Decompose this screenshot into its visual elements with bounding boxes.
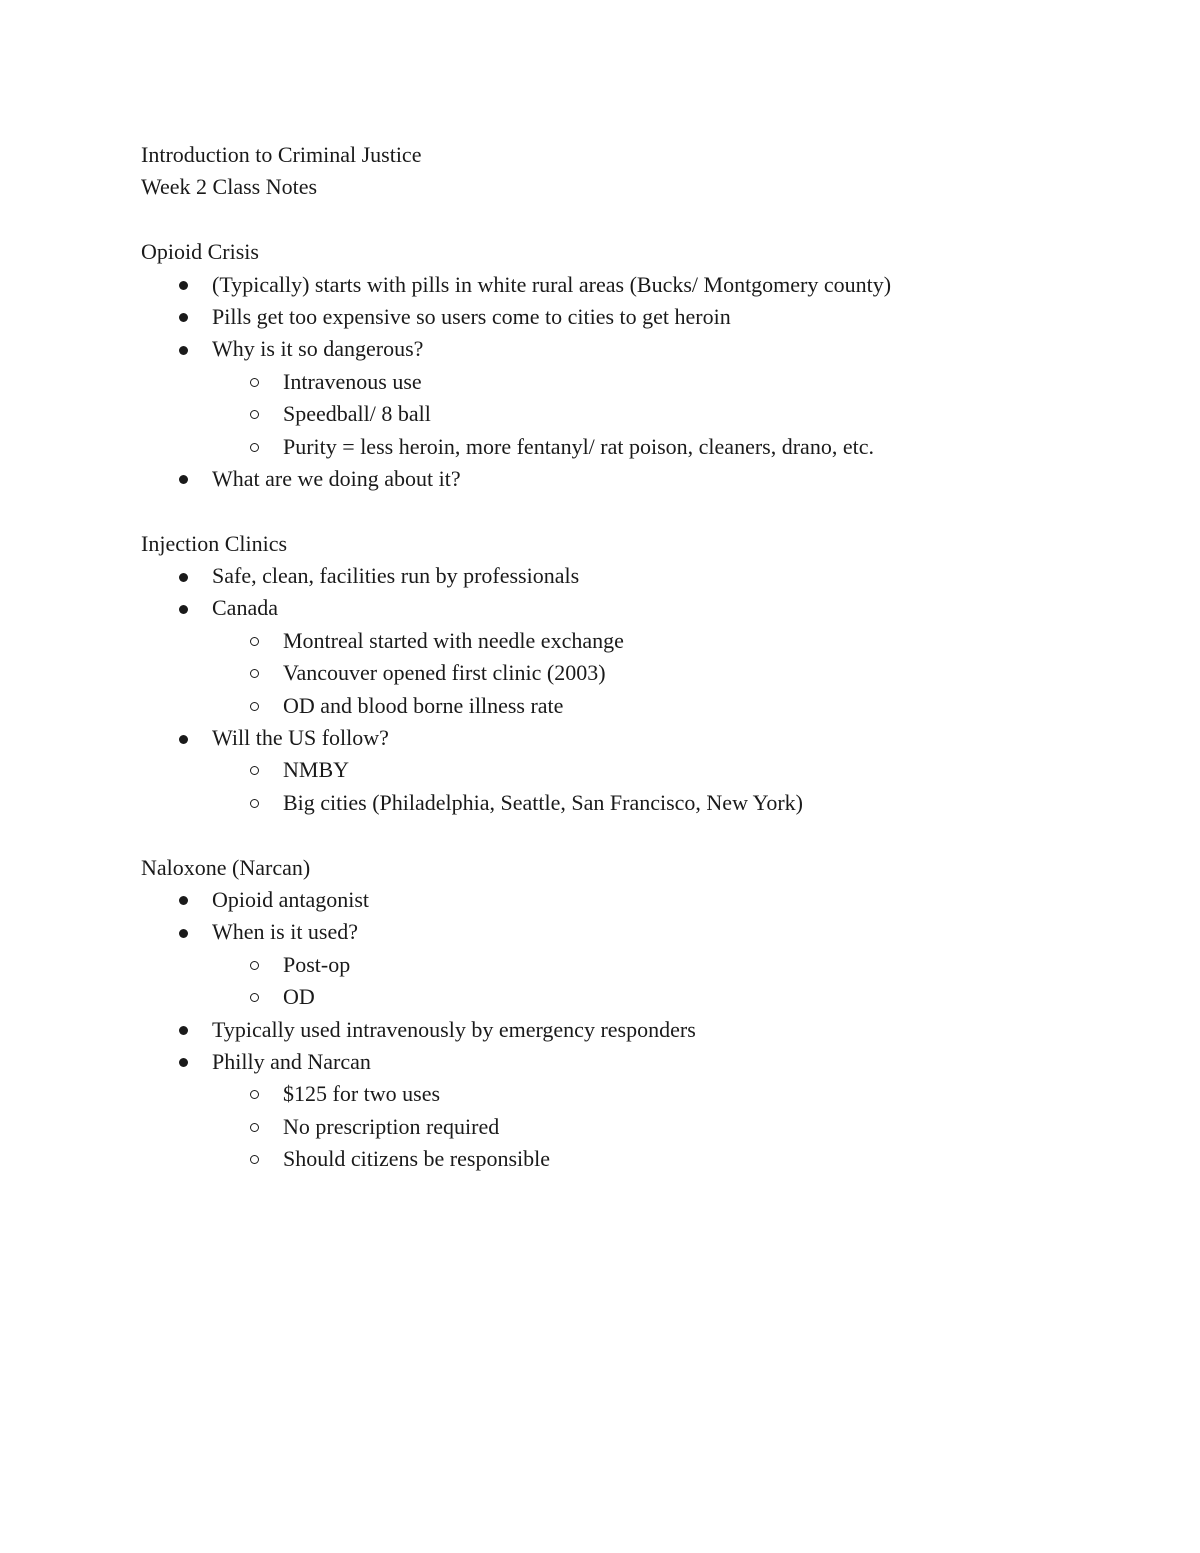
sub-list-item [212, 787, 1141, 819]
list-item [141, 592, 1141, 624]
sub-list-item [212, 949, 1141, 981]
bullet-circle-icon [250, 799, 259, 808]
list-item-text: Philly and Narcan [212, 1048, 371, 1074]
bullet-circle-icon [250, 993, 259, 1002]
sub-bullet-list [141, 625, 1141, 722]
bullet-dot-icon [179, 475, 188, 484]
sub-list-item [212, 431, 1141, 463]
bullet-dot-icon [179, 573, 188, 582]
bullet-list [141, 1014, 1141, 1079]
bullet-dot-icon [179, 735, 188, 744]
sub-list-item [212, 754, 1141, 786]
bullet-circle-icon [250, 702, 259, 711]
list-item [141, 560, 1141, 592]
list-item-text: What are we doing about it? [212, 465, 461, 491]
bullet-circle-icon [250, 378, 259, 387]
sub-list-item [212, 1143, 1141, 1175]
list-item [141, 722, 1141, 754]
sub-list-item-text: OD [283, 984, 315, 1010]
section-naloxone [141, 852, 1141, 1176]
spacer [141, 819, 1141, 851]
bullet-circle-icon [250, 669, 259, 678]
bullet-dot-icon [179, 313, 188, 322]
sub-list-item-text: No prescription required [283, 1113, 500, 1139]
course-title: Introduction to Criminal Justice [141, 142, 422, 167]
sub-list-item [212, 625, 1141, 657]
sub-bullet-list [141, 949, 1141, 1014]
section-heading: Naloxone (Narcan) [141, 854, 311, 880]
bullet-circle-icon [250, 1155, 259, 1164]
bullet-dot-icon [179, 896, 188, 905]
section-heading: Opioid Crisis [141, 239, 259, 265]
sub-list-item [212, 690, 1141, 722]
list-item [141, 463, 1141, 495]
list-item-text: (Typically) starts with pills in white rural areas (Bucks/ Montgomery county) [212, 271, 892, 297]
list-item-text: Canada [212, 595, 278, 621]
bullet-dot-icon [179, 281, 188, 290]
list-item-text: Safe, clean, facilities run by professionals [212, 563, 580, 589]
sub-list-item [212, 981, 1141, 1013]
bullet-circle-icon [250, 637, 259, 646]
list-item-text: When is it used? [212, 919, 359, 945]
bullet-dot-icon [179, 929, 188, 938]
sub-list-item [212, 657, 1141, 689]
list-item-text: Why is it so dangerous? [212, 336, 424, 362]
spacer [141, 204, 1141, 236]
document-page [141, 139, 1141, 1176]
sub-bullet-list [141, 754, 1141, 819]
notes-title: Week 2 Class Notes [141, 174, 318, 200]
list-item-text: Will the US follow? [212, 725, 389, 751]
bullet-circle-icon [250, 1123, 259, 1132]
sub-list-item-text: Post-op [283, 951, 351, 977]
bullet-list [141, 722, 1141, 754]
list-item-text: Opioid antagonist [212, 886, 370, 912]
sub-bullet-list [141, 366, 1141, 463]
bullet-circle-icon [250, 961, 259, 970]
sub-list-item-text: Purity = less heroin, more fentanyl/ rat poison, cleaners, drano, etc. [283, 433, 874, 459]
sub-list-item [212, 366, 1141, 398]
list-item [141, 269, 1141, 301]
list-item [141, 301, 1141, 333]
bullet-list [141, 560, 1141, 625]
bullet-list [141, 884, 1141, 949]
bullet-circle-icon [250, 766, 259, 775]
bullet-circle-icon [250, 410, 259, 419]
list-item-text: Pills get too expensive so users come to cities to get heroin [212, 303, 731, 329]
sub-list-item [212, 1111, 1141, 1143]
section-injection-clinics [141, 528, 1141, 820]
bullet-dot-icon [179, 1026, 188, 1035]
section-heading: Injection Clinics [141, 530, 288, 556]
sub-list-item-text: Big cities (Philadelphia, Seattle, San Francisco, New York) [283, 789, 803, 815]
bullet-dot-icon [179, 346, 188, 355]
list-item-text: Typically used intravenously by emergency responders [212, 1016, 696, 1042]
sub-list-item-text: Speedball/ 8 ball [283, 401, 431, 427]
list-item [141, 884, 1141, 916]
bullet-dot-icon [179, 1058, 188, 1067]
sub-bullet-list [141, 1078, 1141, 1175]
sub-list-item [212, 398, 1141, 430]
bullet-list [141, 463, 1141, 495]
bullet-circle-icon [250, 443, 259, 452]
list-item [141, 1014, 1141, 1046]
sub-list-item-text: NMBY [283, 757, 350, 783]
sub-list-item-text: Montreal started with needle exchange [283, 627, 624, 653]
section-opioid-crisis [141, 236, 1141, 495]
sub-list-item-text: Intravenous use [283, 368, 422, 394]
list-item [141, 1046, 1141, 1078]
sub-list-item-text: Vancouver opened first clinic (2003) [283, 660, 606, 686]
list-item [141, 916, 1141, 948]
list-item [141, 333, 1141, 365]
sub-list-item-text: OD and blood borne illness rate [283, 692, 564, 718]
sub-list-item-text: $125 for two uses [283, 1081, 441, 1107]
bullet-dot-icon [179, 605, 188, 614]
bullet-list [141, 269, 1141, 366]
sub-list-item [212, 1078, 1141, 1110]
spacer [141, 495, 1141, 527]
sub-list-item-text: Should citizens be responsible [283, 1146, 551, 1172]
bullet-circle-icon [250, 1090, 259, 1099]
